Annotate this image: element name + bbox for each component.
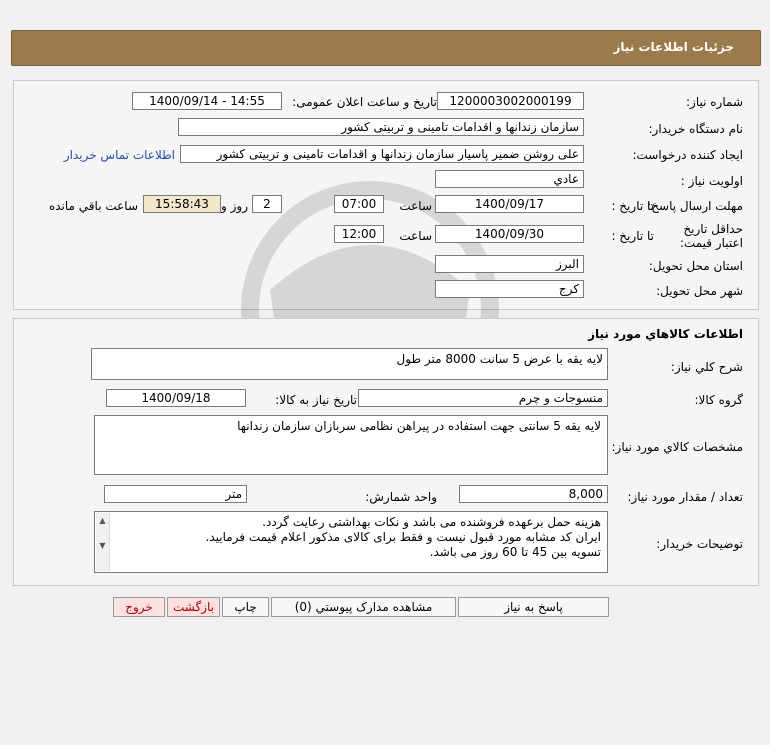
need-date-field: 1400/09/18 bbox=[106, 389, 246, 407]
validity-date-field: 1400/09/30 bbox=[435, 225, 584, 243]
page-title: جزئیات اطلاعات نیاز bbox=[613, 40, 734, 54]
need-number-field: 1200003002000199 bbox=[437, 92, 584, 110]
group-field: منسوجات و چرم bbox=[358, 389, 608, 407]
validity-to-date-label: تا تاریخ : bbox=[611, 229, 654, 243]
city-field: کرج bbox=[435, 280, 584, 298]
buyer-org-field: سازمان زندانها و اقدامات تامینی و تربیتی کشور bbox=[178, 118, 584, 136]
validity-label-text: حداقل تاریخ اعتبار قیمت: bbox=[679, 222, 743, 250]
need-date-label: تاریخ نیاز به کالا: bbox=[275, 393, 357, 407]
deadline-time-label: ساعت bbox=[399, 199, 432, 213]
validity-time-field: 12:00 bbox=[334, 225, 384, 243]
priority-field: عادي bbox=[435, 170, 584, 188]
announce-field: 1400/09/14 - 14:55 bbox=[132, 92, 282, 110]
unit-field: متر bbox=[104, 485, 247, 503]
summary-field: لایه یقه با عرض 5 سانت 8000 متر طول bbox=[91, 348, 608, 380]
days-remaining-field: 2 bbox=[252, 195, 282, 213]
remaining-time-label: ساعت باقي مانده bbox=[48, 199, 138, 213]
exit-button[interactable]: خروج bbox=[113, 597, 165, 617]
spec-field: لایه یقه 5 سانتی جهت استفاده در پیراهن نظامی سربازان سازمان زندانها bbox=[94, 415, 608, 475]
buyer-note-line: هزینه حمل برعهده فروشنده می باشد و نکات بهداشتی رعایت گردد. bbox=[262, 515, 601, 529]
validity-time-label: ساعت bbox=[399, 229, 432, 243]
notes-scrollbar[interactable] bbox=[96, 513, 110, 571]
goods-section-title: اطلاعات کالاهاي مورد نیاز bbox=[588, 327, 743, 341]
priority-label: اولویت نیاز : bbox=[680, 174, 743, 188]
deadline-label: مهلت ارسال پاسخ: bbox=[647, 199, 743, 213]
deadline-to-date-label: تا تاریخ : bbox=[611, 199, 654, 213]
qty-field: 8,000 bbox=[459, 485, 608, 503]
buyer-notes-field[interactable] bbox=[94, 511, 608, 573]
qty-label: تعداد / مقدار مورد نیاز: bbox=[627, 490, 743, 504]
days-label: روز و bbox=[221, 199, 248, 213]
province-label: استان محل تحویل: bbox=[648, 259, 743, 273]
requester-field: علی روشن ضمیر پاسیار سازمان زندانها و اقدامات تامینی و تربیتی کشور bbox=[180, 145, 584, 163]
spec-label: مشخصات کالاي مورد نیاز: bbox=[611, 440, 743, 454]
summary-label: شرح کلي نیاز: bbox=[670, 360, 743, 374]
buyer-org-label: نام دستگاه خریدار: bbox=[648, 122, 743, 136]
need-info-panel bbox=[13, 80, 759, 310]
requester-label: ایجاد کننده درخواست: bbox=[632, 148, 743, 162]
page-header bbox=[11, 30, 761, 66]
province-field: البرز bbox=[435, 255, 584, 273]
deadline-date-field: 1400/09/17 bbox=[435, 195, 584, 213]
group-label: گروه کالا: bbox=[694, 393, 743, 407]
unit-label: واحد شمارش: bbox=[365, 490, 437, 504]
remaining-time-field: 15:58:43 bbox=[143, 195, 221, 213]
city-label: شهر محل تحویل: bbox=[656, 284, 743, 298]
validity-label bbox=[673, 222, 743, 250]
buyer-contact-link[interactable]: اطلاعات تماس خریدار bbox=[63, 148, 175, 162]
print-button[interactable]: چاپ bbox=[222, 597, 269, 617]
scroll-down-icon[interactable]: ▼ bbox=[99, 541, 106, 550]
announce-label: تاریخ و ساعت اعلان عمومی: bbox=[292, 95, 437, 109]
scroll-up-icon[interactable]: ▲ bbox=[99, 516, 106, 525]
reply-button[interactable]: پاسخ به نیاز bbox=[458, 597, 609, 617]
need-number-label: شماره نیاز: bbox=[686, 95, 743, 109]
deadline-time-field: 07:00 bbox=[334, 195, 384, 213]
buyer-note-line: ایران کد مشابه مورد قبول نیست و فقط برای کالای مذکور اعلام قیمت فرمایید. bbox=[205, 530, 601, 544]
buyer-note-line: تسویه بین 45 تا 60 روز می باشد. bbox=[429, 545, 601, 559]
buyer-notes-label: توضیحات خریدار: bbox=[656, 537, 743, 551]
back-button[interactable]: بازگشت bbox=[167, 597, 220, 617]
attachments-button[interactable]: مشاهده مدارک پیوستي (0) bbox=[271, 597, 456, 617]
